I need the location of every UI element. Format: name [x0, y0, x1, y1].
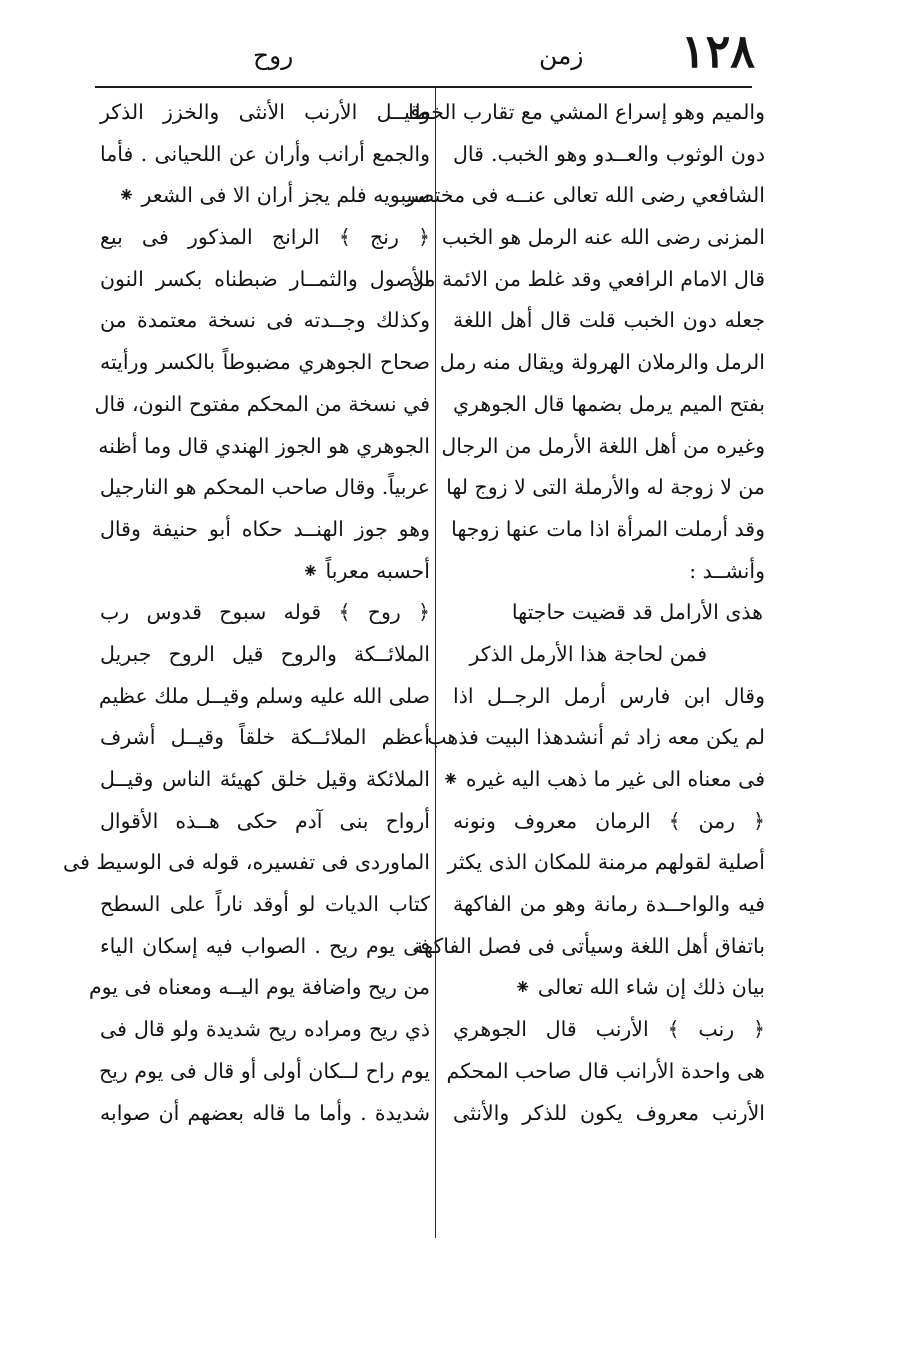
text-line: دون الوثوب والعــدو وهو الخبب. قال: [453, 141, 765, 166]
text-line: فى يوم ريح . الصواب فيه إسكان الياء: [100, 933, 430, 958]
text-line: والميم وهو إسراع المشي مع تقارب الخطا: [408, 100, 765, 124]
text-line: وقد أرملت المرأة اذا مات عنها زوجها: [451, 516, 765, 541]
text-line: عربياً. وقال صاحب المحكم هو النارجيل: [99, 475, 430, 500]
text-line: الأرنب معروف يكون للذكر والأنثى: [453, 1100, 765, 1125]
header-left-word: روح: [253, 41, 294, 70]
page-number: ١٢٨: [680, 24, 755, 78]
text-line: الأصول والثمــار ضبطناه بكسر النون: [100, 266, 430, 291]
entry-heading-rwh: ﴿ روح ﴾ قوله سبوح قدوس رب: [100, 600, 430, 625]
verse-line-2: فمن لحاجة هذا الأرمل الذكر: [469, 641, 707, 666]
header-center-word: زمن: [539, 41, 584, 70]
text-line: هى واحدة الأرانب قال صاحب المحكم: [446, 1058, 765, 1083]
entry-heading-rnb: ﴿ رنب ﴾ الأرنب قال الجوهري: [453, 1017, 765, 1042]
text-line: يوم راح لــكان أولى أو قال فى يوم ريح: [98, 1058, 430, 1083]
text-line: ذي ريح ومراده ريح شديدة ولو قال فى: [100, 1017, 430, 1042]
right-column: [405, 92, 765, 1134]
text-line: من ريح واضافة يوم اليــه ومعناه فى يوم: [88, 975, 430, 1000]
text-line: صحاح الجوهري مضبوطاً بالكسر ورأيته: [100, 350, 430, 375]
entry-heading-rnj: ﴿ رنج ﴾ الرانج المذكور فى بيع: [100, 225, 430, 250]
text-line: شديدة . وأما ما قاله بعضهم أن صوابه: [100, 1100, 430, 1125]
text-line: فى معناه الى غير ما ذهب اليه غيره ⁕: [442, 767, 765, 791]
page-header: [95, 24, 755, 86]
text-line: صلى الله عليه وسلم وقيــل ملك عظيم: [98, 683, 430, 708]
text-line: المزنى رضى الله عنه الرمل هو الخبب: [441, 225, 765, 250]
verse-line-1: هذى الأرامل قد قضيت حاجتها: [511, 600, 763, 625]
text-line: وكذلك وجــدته فى نسخة معتمدة من: [100, 308, 430, 333]
text-line: الماوردى فى تفسيره، قوله فى الوسيط فى: [63, 850, 430, 875]
text-line: أصلية لقولهم مرمنة للمكان الذى يكثر: [447, 850, 765, 875]
text-line: وأنشــد :: [689, 558, 765, 583]
text-line: لم يكن معه زاد ثم أنشدهذا البيت فذهب: [427, 725, 765, 750]
text-line: الرمل والرملان الهرولة ويقال منه رمل: [439, 350, 765, 375]
header-rule: [95, 86, 752, 88]
text-line: وقال ابن فارس أرمل الرجــل اذا: [453, 683, 765, 708]
text-line: الشافعي رضى الله تعالى عنــه فى مختصر: [405, 183, 765, 208]
text-line: الملائــكة والروح قيل الروح جبريل: [100, 641, 430, 666]
text-line: الملائكة وقيل خلق كهيئة الناس وقيــل: [100, 767, 430, 791]
text-line: قال الامام الرافعي وقد غلط من الائمة من: [408, 266, 765, 291]
text-line: سيبويه فلم يجز أران الا فى الشعر ⁕: [117, 183, 430, 208]
text-line: بفتح الميم يرمل بضمها قال الجوهري: [453, 391, 765, 416]
left-column: [63, 92, 430, 1134]
text-line: كتاب الديات لو أوقد ناراً على السطح: [100, 892, 430, 917]
text-line: الجوهري هو الجوز الهندي قال وما أظنه: [98, 433, 430, 458]
text-line: باتفاق أهل اللغة وسيأتى فى فصل الفاكهة: [413, 933, 765, 958]
text-line: أعظم الملائــكة خلقاً وقيــل أشرف: [100, 725, 430, 750]
text-line: جعله دون الخبب قلت قال أهل اللغة: [453, 308, 765, 333]
text-line: وقيــل الأرنب الأنثى والخزز الذكر: [100, 100, 430, 124]
text-line: وهو جوز الهنــد حكاه أبو حنيفة وقال: [100, 516, 430, 541]
entry-heading-rmn: ﴿ رمن ﴾ الرمان معروف ونونه: [453, 808, 765, 833]
text-line: في نسخة من المحكم مفتوح النون، قال: [94, 391, 430, 416]
text-line: بيان ذلك إن شاء الله تعالى ⁕: [514, 975, 765, 1000]
text-line: أرواح بنى آدم حكى هــذه الأقوال: [100, 808, 430, 833]
text-line: أحسبه معرباً ⁕: [301, 558, 430, 583]
text-line: والجمع أرانب وأران عن اللحيانى . فأما: [100, 141, 430, 166]
text-line: فيه والواحــدة رمانة وهو من الفاكهة: [453, 892, 765, 917]
text-line: من لا زوجة له والأرملة التى لا زوج لها: [446, 475, 765, 500]
text-line: وغيره من أهل اللغة الأرمل من الرجال: [441, 433, 765, 458]
